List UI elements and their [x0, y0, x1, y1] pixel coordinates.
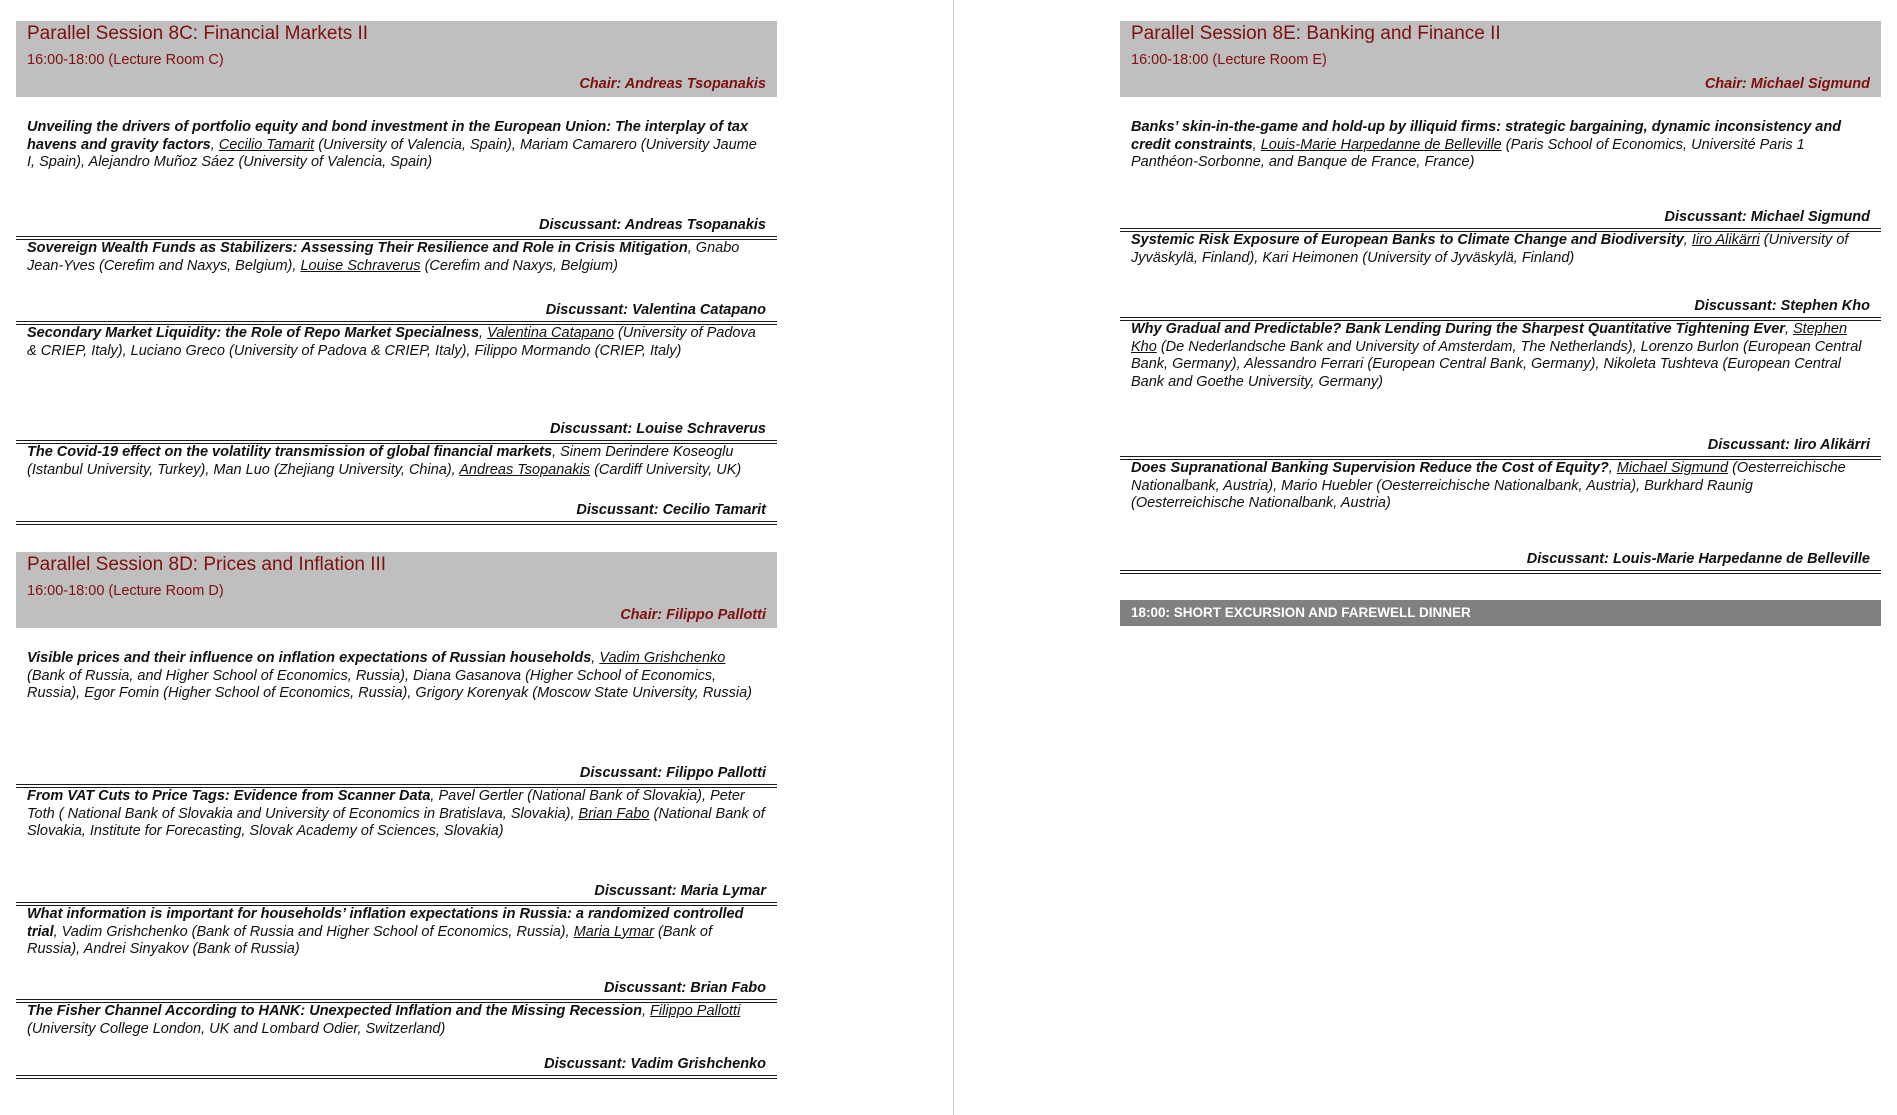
paper-authors-before: ,: [591, 650, 600, 666]
session-time: 16:00-18:00 (Lecture Room E): [1131, 52, 1327, 68]
paper-authors-after: (University College London, UK and Lombard Odier, Switzerland): [27, 1020, 446, 1037]
paper-text: [16, 240, 777, 275]
paper-text: [16, 906, 777, 959]
session-time: 16:00-18:00 (Lecture Room C): [27, 52, 224, 68]
session-title: Parallel Session 8E: Banking and Finance II: [1131, 23, 1501, 44]
presenter-name: Maria Lymar: [573, 923, 654, 940]
paper-text: [16, 650, 777, 703]
paper-entry: [16, 1003, 777, 1079]
paper-entry: [1120, 232, 1881, 321]
paper-entry: [1120, 460, 1881, 574]
discussant: Discussant: Filippo Pallotti: [579, 764, 766, 781]
presenter-name: Brian Fabo: [578, 805, 650, 822]
paper-authors-after: (University of Jyväskylä, Finland), Kari Heimonen (University of Jyväskylä, Finland): [1131, 232, 1849, 266]
discussant: Discussant: Vadim Grishchenko: [544, 1055, 766, 1072]
paper-authors-after: (University of Padova & CRIEP, Italy), Luciano Greco (University of Padova & CRIEP, Italy), Filippo Mormando (CRIEP, Italy): [27, 325, 756, 359]
paper-authors-before: , Gnabo Jean-Yves (Cerefim and Naxys, Belgium),: [27, 240, 740, 274]
session-header: [1120, 21, 1881, 97]
paper-authors-after: (Paris School of Economics, Université Paris 1 Panthéon-Sorbonne, and Banque de France, France): [1131, 136, 1805, 170]
discussant: Discussant: Stephen Kho: [1694, 297, 1870, 314]
session-header: [16, 552, 777, 628]
paper-authors-before: , Vadim Grishchenko (Bank of Russia and Higher School of Economics, Russia),: [53, 923, 574, 940]
paper-entry: [16, 119, 777, 240]
session-chair: Chair: Filippo Pallotti: [620, 607, 766, 623]
discussant: Discussant: Michael Sigmund: [1664, 208, 1870, 225]
discussant: Discussant: Louise Schraverus: [550, 420, 766, 437]
paper-title: Visible prices and their influence on inflation expectations of Russian households: [27, 650, 592, 666]
discussant: Discussant: Brian Fabo: [604, 979, 766, 996]
presenter-name: Louise Schraverus: [300, 257, 421, 274]
paper-text: [16, 444, 777, 479]
presenter-name: Michael Sigmund: [1616, 460, 1729, 476]
discussant: Discussant: Andreas Tsopanakis: [539, 216, 766, 233]
session-header: [16, 21, 777, 97]
paper-entry: [1120, 119, 1881, 232]
paper-text: [16, 325, 777, 360]
paper-authors-after: (Bank of Russia), Andrei Sinyakov (Bank of Russia): [27, 923, 713, 957]
paper-authors-before: , Sinem Derindere Koseoglu (Istanbul University, Turkey), Man Luo (Zhejiang University, China),: [27, 444, 734, 478]
paper-entry: [16, 325, 777, 444]
paper-entry: [1120, 321, 1881, 460]
paper-text: [1120, 321, 1881, 391]
discussant: Discussant: Louis-Marie Harpedanne de Belleville: [1526, 550, 1870, 567]
session-chair: Chair: Andreas Tsopanakis: [579, 76, 766, 92]
paper-text: [1120, 460, 1881, 513]
discussant: Discussant: Iiro Alikärri: [1707, 436, 1870, 453]
paper-title: Unveiling the drivers of portfolio equity and bond investment in the European Union: The interplay of tax havens and gravity factors: [27, 119, 749, 153]
paper-title: The Covid-19 effect on the volatility transmission of global financial markets: [27, 444, 553, 460]
paper-authors-after: (National Bank of Slovakia, Institute for Forecasting, Slovak Academy of Sciences, Slovakia): [27, 805, 765, 839]
paper-title: Does Supranational Banking Supervision Reduce the Cost of Equity?: [1131, 460, 1609, 476]
paper-entry: [16, 444, 777, 525]
paper-authors-before: , Pavel Gertler (National Bank of Slovakia), Peter Toth ( National Bank of Slovakia and University of Economics in Bratislava, Slovakia),: [27, 788, 745, 822]
presenter-name: Louis-Marie Harpedanne de Belleville: [1260, 136, 1502, 153]
paper-authors-before: ,: [479, 325, 488, 341]
paper-title: Secondary Market Liquidity: the Role of Repo Market Specialness: [27, 325, 480, 341]
presenter-name: Filippo Pallotti: [650, 1003, 741, 1019]
session-title: Parallel Session 8C: Financial Markets II: [27, 23, 369, 44]
paper-title: Systemic Risk Exposure of European Banks to Climate Change and Biodiversity: [1131, 232, 1684, 248]
presenter-name: Andreas Tsopanakis: [459, 461, 591, 478]
paper-title: The Fisher Channel According to HANK: Unexpected Inflation and the Missing Recession: [27, 1003, 642, 1019]
paper-title: From VAT Cuts to Price Tags: Evidence from Scanner Data: [27, 788, 431, 804]
session-title: Parallel Session 8D: Prices and Inflation III: [27, 554, 387, 575]
presenter-name: Iiro Alikärri: [1691, 232, 1760, 248]
paper-title: What information is important for households’ inflation expectations in Russia: a randomized controlled trial: [27, 906, 744, 940]
paper-title: Banks’ skin-in-the-game and hold-up by illiquid firms: strategic bargaining, dynamic inconsistency and credit constraints: [1131, 119, 1842, 153]
paper-authors-after: (Cerefim and Naxys, Belgium): [420, 257, 618, 274]
paper-text: [16, 1003, 777, 1038]
presenter-name: Vadim Grishchenko: [599, 650, 726, 666]
discussant: Discussant: Valentina Catapano: [545, 301, 766, 318]
presenter-name: Cecilio Tamarit: [218, 136, 315, 153]
paper-text: [16, 788, 777, 841]
paper-text: [1120, 119, 1881, 172]
paper-authors-after: (Oesterreichische Nationalbank, Austria), Mario Huebler (Oesterreichische Nationalbank, Austria), Burkhard Raunig (Oesterreichische Nationalbank, Austria): [1131, 460, 1846, 511]
paper-authors-before: ,: [1683, 232, 1692, 248]
paper-entry: [16, 906, 777, 1003]
paper-authors-before: ,: [1252, 136, 1261, 153]
paper-authors-before: ,: [210, 136, 219, 153]
discussant: Discussant: Maria Lymar: [594, 882, 766, 899]
paper-entry: [16, 650, 777, 788]
paper-entry: [16, 240, 777, 325]
excursion-banner: 18:00: SHORT EXCURSION AND FAREWELL DINNER: [1120, 600, 1881, 626]
paper-authors-before: ,: [1784, 321, 1793, 337]
paper-text: [16, 119, 777, 172]
paper-authors-before: ,: [641, 1003, 651, 1019]
column-divider: [953, 0, 954, 1115]
session-chair: Chair: Michael Sigmund: [1704, 76, 1870, 92]
paper-authors-after: (De Nederlandsche Bank and University of Amsterdam, The Netherlands), Lorenzo Burlon (European Central Bank, Germany), Alessandro Ferrari (European Central Bank, Germany), Nikoleta Tushteva (European Central Bank and Goethe University, Germany): [1131, 338, 1862, 390]
paper-title: Why Gradual and Predictable? Bank Lending During the Sharpest Quantitative Tightening Ever: [1131, 321, 1785, 337]
paper-entry: [16, 788, 777, 906]
paper-authors-after: (University of Valencia, Spain), Mariam Camarero (University Jaume I, Spain), Alejandro Muñoz Sáez (University of Valencia, Spain): [27, 136, 757, 170]
paper-authors-after: (Bank of Russia, and Higher School of Economics, Russia), Diana Gasanova (Higher School of Economics, Russia), Egor Fomin (Higher School of Economics, Russia), Grigory Korenyak (Moscow State University, Russia): [27, 667, 752, 701]
paper-text: [1120, 232, 1881, 267]
discussant: Discussant: Cecilio Tamarit: [576, 501, 766, 518]
presenter-name: Stephen Kho: [1131, 321, 1848, 355]
paper-authors-after: (Cardiff University, UK): [590, 461, 742, 478]
session-time: 16:00-18:00 (Lecture Room D): [27, 583, 224, 599]
paper-title: Sovereign Wealth Funds as Stabilizers: Assessing Their Resilience and Role in Crisis Mitigation: [27, 240, 688, 256]
paper-authors-before: ,: [1608, 460, 1617, 476]
presenter-name: Valentina Catapano: [487, 325, 614, 341]
